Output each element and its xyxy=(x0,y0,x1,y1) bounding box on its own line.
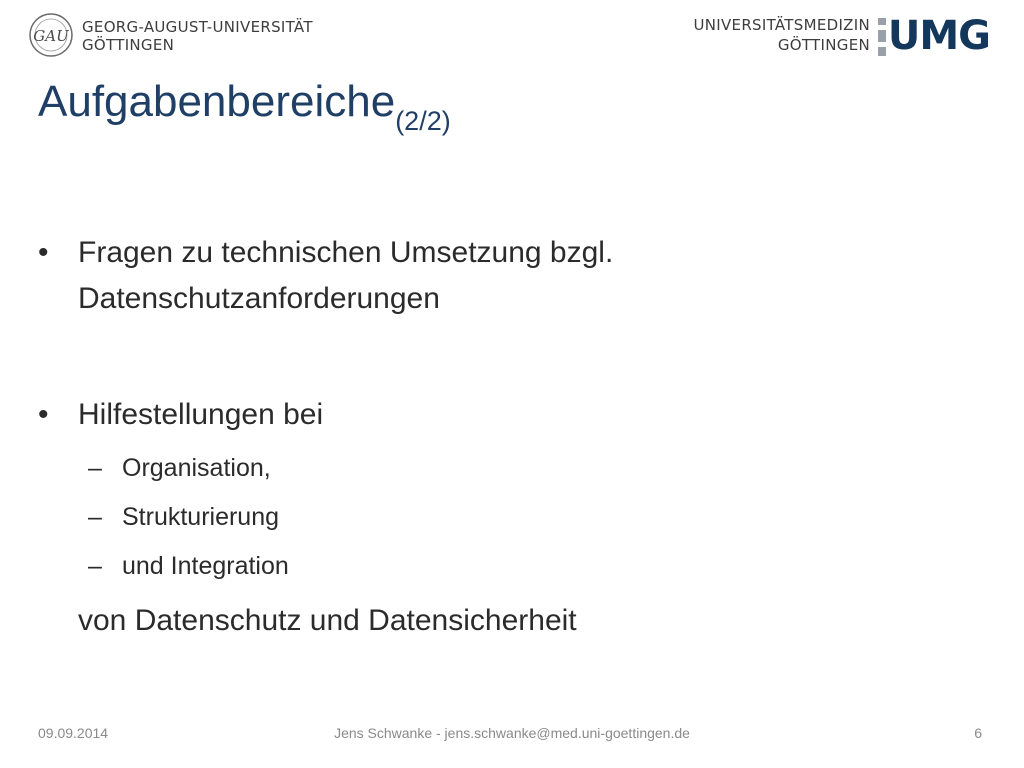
dash-icon: – xyxy=(88,503,102,531)
university-name xyxy=(82,18,313,54)
closing-line: von Datenschutz und Datensicherheit xyxy=(78,604,577,637)
seal-monogram: GAU xyxy=(33,27,69,45)
umg-name xyxy=(693,15,870,55)
page-number: 6 xyxy=(974,725,982,741)
bullet-icon: • xyxy=(38,236,49,269)
bullet-text-line: Datenschutzanforderungen xyxy=(78,282,440,315)
footer-date: 09.09.2014 xyxy=(38,725,109,741)
slide-title-counter: (2/2) xyxy=(395,106,451,136)
university-logo xyxy=(24,8,334,58)
sub-bullet-text: Strukturierung xyxy=(122,503,280,531)
dash-icon: – xyxy=(88,552,102,580)
slide-title-text: Aufgabenbereiche xyxy=(38,77,396,126)
footer-author: Jens Schwanke - jens.schwanke@med.uni-goettingen.de xyxy=(334,725,690,741)
bullet-text xyxy=(78,392,938,438)
umg-logo xyxy=(670,8,990,58)
bullet-text xyxy=(78,230,938,322)
umg-name-line2: GÖTTINGEN xyxy=(777,36,870,54)
slide-title xyxy=(38,74,451,135)
umg-separator-icon xyxy=(878,18,886,56)
university-seal-icon xyxy=(28,12,74,58)
university-name-line1: GEORG-AUGUST-UNIVERSITÄT xyxy=(82,18,313,36)
sub-bullet-text: Organisation, xyxy=(122,454,271,482)
dash-icon: – xyxy=(88,454,102,482)
bullet-icon: • xyxy=(38,398,49,431)
umg-name-line1: UNIVERSITÄTSMEDIZIN xyxy=(693,16,870,34)
bullet-text-line: Fragen zu technischen Umsetzung bzgl. xyxy=(78,236,614,269)
bullet-text-line: Hilfestellungen bei xyxy=(78,398,324,431)
sub-bullet-text: und Integration xyxy=(122,552,289,580)
umg-wordmark: UMG xyxy=(887,13,990,59)
university-name-line2: GÖTTINGEN xyxy=(82,36,175,54)
